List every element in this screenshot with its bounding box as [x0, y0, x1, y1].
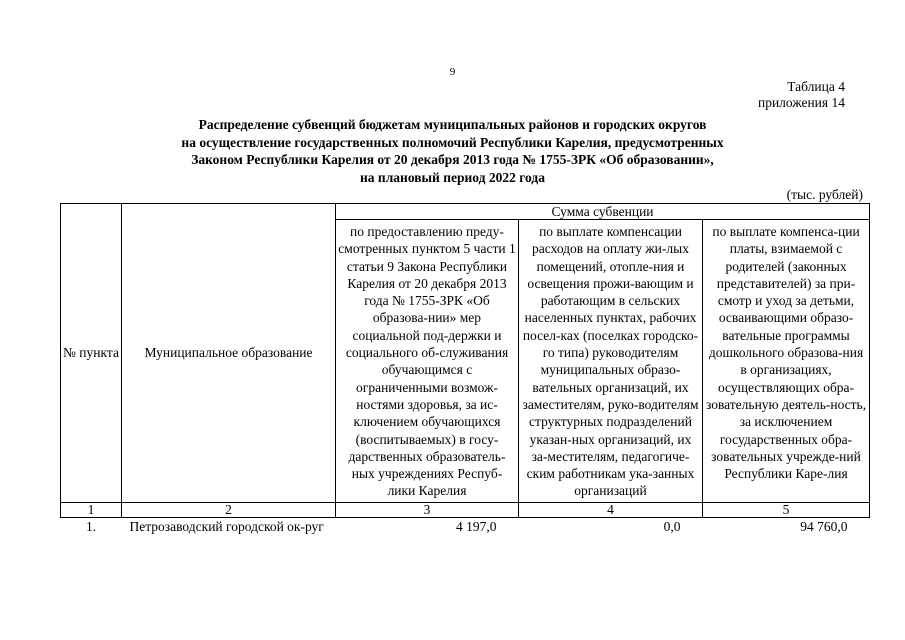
- row-value-col3: 4 197,0: [456, 519, 497, 535]
- title-line4: на плановый период 2022 года: [360, 169, 545, 185]
- table-label-line2: приложения 14: [757, 95, 845, 110]
- header-municipality: Муниципальное образование: [122, 204, 336, 503]
- table-label-line1: Таблица 4: [787, 79, 845, 94]
- header-col4-description: по выплате компенсации расходов на оплату жи-лых помещений, отопле-ния и освещения прожи-вающим и работающим в сельских населенных пунктах, рабочих посел-ках (поселках городско-го типа) руководителям муниципальных образо-вательных организаций, их заместителям, руко-водителям структурных подразделений указан-ных организаций, их за-местителям, педагогиче-ским работникам ука-занных организаций: [519, 220, 703, 503]
- row-value-col4: 0,0: [663, 519, 681, 535]
- header-col5-description: по выплате компенса-ции платы, взимаемой с родителей (законных представителей) за при-смотр и уход за детьми, осваивающими образо-вательные программы дошкольного образова-ния в организациях, осуществляющих обра-зовательную деятель-ность, за исключением государственных обра-зовательных учрежде-ний Республики Каре-лия: [703, 220, 870, 503]
- header-subsidy-sum: Сумма субвенции: [336, 204, 870, 220]
- column-number: 1: [61, 502, 122, 518]
- title-line1: Распределение субвенций бюджетам муниципальных районов и городских округов: [198, 117, 707, 132]
- table-row: [61, 518, 870, 536]
- column-numbers-row: [61, 502, 870, 518]
- column-number: 5: [703, 502, 870, 518]
- row-item-number: 1.: [85, 519, 97, 535]
- page-number: 9: [449, 66, 456, 78]
- column-number: 2: [122, 502, 336, 518]
- title-line2: на осуществление государственных полномочий Республики Карелия, предусмотренных: [181, 134, 724, 150]
- subsidy-table: [60, 203, 870, 536]
- table-label: [758, 79, 845, 111]
- row-value-col5: 94 760,0: [800, 519, 848, 535]
- document-title: [0, 116, 905, 186]
- units-label: (тыс. рублей): [786, 187, 863, 202]
- header-item-number: № пункта: [61, 204, 122, 503]
- row-municipality-name: Петрозаводский городской ок-руг: [129, 519, 324, 535]
- column-number: 4: [519, 502, 703, 518]
- header-col3-description: по предоставлению преду-смотренных пунктом 5 части 1 статьи 9 Закона Республики Карелия от 20 декабря 2013 года № 1755-ЗРК «Об образова-нии» мер социальной под-держки и социального об-служивания обучающимся с ограниченными возмож-ностями здоровья, за ис-ключением обучающихся (воспитываемых) в госу-дарственных образователь-ных учреждениях Респуб-лики Карелия: [336, 220, 519, 503]
- column-number: 3: [336, 502, 519, 518]
- title-line3: Законом Республики Карелия от 20 декабря 2013 года № 1755-ЗРК «Об образовании»,: [191, 152, 714, 167]
